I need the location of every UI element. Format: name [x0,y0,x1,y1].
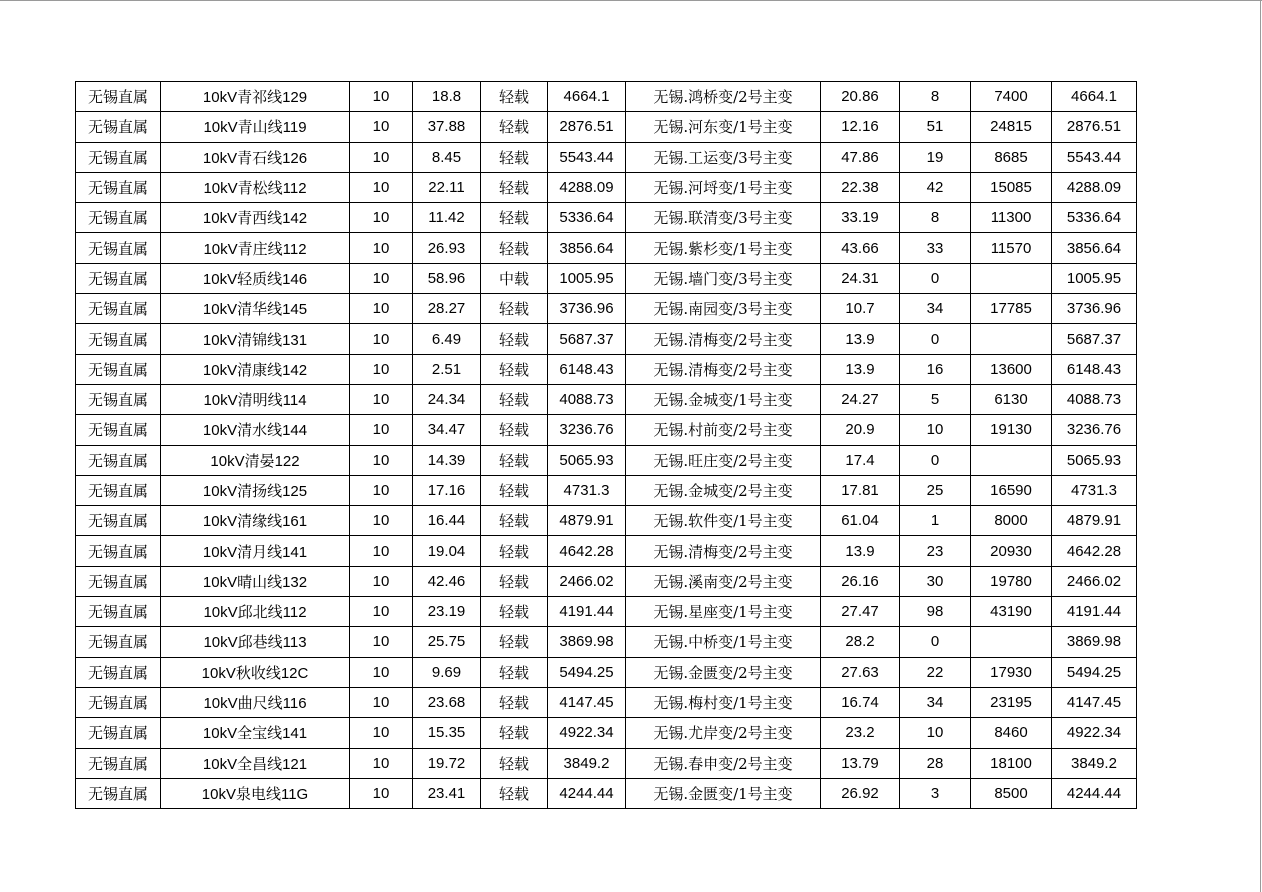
margin-cell: 4244.44 [1052,778,1137,808]
count-cell: 34 [900,294,971,324]
line-name-cell: 10kV泉电线11G [161,778,350,808]
table-row [76,263,1137,293]
capacity-cell: 2876.51 [548,112,626,142]
capacity-cell: 3736.96 [548,294,626,324]
voltage-cell: 10 [350,294,413,324]
kva-cell [971,445,1052,475]
margin-cell: 4922.34 [1052,718,1137,748]
substation-cell: 无锡.旺庄变/2号主变 [626,445,821,475]
count-cell: 8 [900,82,971,112]
substation-cell: 无锡.金城变/2号主变 [626,475,821,505]
capacity-cell: 5065.93 [548,445,626,475]
transformer-rate-cell: 13.9 [821,324,900,354]
unit-cell: 无锡直属 [76,172,161,202]
count-cell: 0 [900,324,971,354]
kva-cell: 43190 [971,597,1052,627]
count-cell: 98 [900,597,971,627]
table-row [76,475,1137,505]
substation-cell: 无锡.村前变/2号主变 [626,415,821,445]
count-cell: 1 [900,506,971,536]
capacity-cell: 4147.45 [548,687,626,717]
margin-cell: 3869.98 [1052,627,1137,657]
load-status-cell: 轻载 [481,82,548,112]
transformer-rate-cell: 43.66 [821,233,900,263]
transformer-rate-cell: 20.86 [821,82,900,112]
unit-cell: 无锡直属 [76,324,161,354]
load-rate-cell: 26.93 [413,233,481,263]
voltage-cell: 10 [350,597,413,627]
capacity-cell: 3236.76 [548,415,626,445]
line-name-cell: 10kV青山线119 [161,112,350,142]
kva-cell: 17785 [971,294,1052,324]
substation-cell: 无锡.金城变/1号主变 [626,384,821,414]
line-name-cell: 10kV清锦线131 [161,324,350,354]
line-name-cell: 10kV全宝线141 [161,718,350,748]
count-cell: 0 [900,263,971,293]
load-rate-cell: 34.47 [413,415,481,445]
substation-cell: 无锡.南园变/3号主变 [626,294,821,324]
transformer-rate-cell: 26.16 [821,566,900,596]
table-row [76,627,1137,657]
capacity-cell: 5543.44 [548,142,626,172]
unit-cell: 无锡直属 [76,566,161,596]
unit-cell: 无锡直属 [76,233,161,263]
unit-cell: 无锡直属 [76,748,161,778]
unit-cell: 无锡直属 [76,142,161,172]
margin-cell: 4147.45 [1052,687,1137,717]
unit-cell: 无锡直属 [76,82,161,112]
capacity-cell: 4731.3 [548,475,626,505]
kva-cell: 7400 [971,82,1052,112]
transformer-rate-cell: 17.4 [821,445,900,475]
transformer-rate-cell: 26.92 [821,778,900,808]
substation-cell: 无锡.清梅变/2号主变 [626,324,821,354]
line-name-cell: 10kV邱巷线113 [161,627,350,657]
load-status-cell: 轻载 [481,657,548,687]
margin-cell: 2876.51 [1052,112,1137,142]
load-status-cell: 轻载 [481,294,548,324]
voltage-cell: 10 [350,263,413,293]
table-row [76,445,1137,475]
line-name-cell: 10kV邱北线112 [161,597,350,627]
transformer-rate-cell: 12.16 [821,112,900,142]
transformer-rate-cell: 47.86 [821,142,900,172]
kva-cell: 13600 [971,354,1052,384]
line-name-cell: 10kV青西线142 [161,203,350,233]
margin-cell: 1005.95 [1052,263,1137,293]
table-row [76,142,1137,172]
kva-cell: 8460 [971,718,1052,748]
table-row [76,415,1137,445]
voltage-cell: 10 [350,627,413,657]
margin-cell: 5494.25 [1052,657,1137,687]
margin-cell: 4288.09 [1052,172,1137,202]
kva-cell: 8685 [971,142,1052,172]
line-name-cell: 10kV清华线145 [161,294,350,324]
capacity-cell: 4088.73 [548,384,626,414]
load-rate-cell: 16.44 [413,506,481,536]
count-cell: 51 [900,112,971,142]
table-row [76,294,1137,324]
line-name-cell: 10kV晴山线132 [161,566,350,596]
transformer-rate-cell: 13.79 [821,748,900,778]
count-cell: 5 [900,384,971,414]
transformer-rate-cell: 16.74 [821,687,900,717]
capacity-cell: 4642.28 [548,536,626,566]
kva-cell: 23195 [971,687,1052,717]
table-row [76,657,1137,687]
unit-cell: 无锡直属 [76,687,161,717]
transformer-rate-cell: 24.27 [821,384,900,414]
unit-cell: 无锡直属 [76,718,161,748]
count-cell: 8 [900,203,971,233]
line-name-cell: 10kV全昌线121 [161,748,350,778]
substation-cell: 无锡.尤岸变/2号主变 [626,718,821,748]
table-row [76,233,1137,263]
table-row [76,112,1137,142]
margin-cell: 5336.64 [1052,203,1137,233]
substation-cell: 无锡.中桥变/1号主变 [626,627,821,657]
load-rate-cell: 11.42 [413,203,481,233]
voltage-cell: 10 [350,82,413,112]
capacity-cell: 4244.44 [548,778,626,808]
load-status-cell: 轻载 [481,687,548,717]
page-right-border [1260,0,1261,892]
voltage-cell: 10 [350,324,413,354]
table-row [76,687,1137,717]
capacity-cell: 1005.95 [548,263,626,293]
table-row [76,778,1137,808]
kva-cell: 15085 [971,172,1052,202]
voltage-cell: 10 [350,778,413,808]
load-rate-cell: 37.88 [413,112,481,142]
voltage-cell: 10 [350,445,413,475]
line-name-cell: 10kV清水线144 [161,415,350,445]
substation-cell: 无锡.金匮变/2号主变 [626,657,821,687]
table-body [76,82,1137,809]
table-row [76,718,1137,748]
table-row [76,384,1137,414]
kva-cell: 20930 [971,536,1052,566]
table-row [76,536,1137,566]
line-name-cell: 10kV清月线141 [161,536,350,566]
capacity-cell: 3869.98 [548,627,626,657]
load-status-cell: 轻载 [481,475,548,505]
line-name-cell: 10kV清明线114 [161,384,350,414]
capacity-cell: 3849.2 [548,748,626,778]
voltage-cell: 10 [350,506,413,536]
load-rate-cell: 14.39 [413,445,481,475]
load-status-cell: 轻载 [481,536,548,566]
voltage-cell: 10 [350,657,413,687]
count-cell: 19 [900,142,971,172]
count-cell: 42 [900,172,971,202]
unit-cell: 无锡直属 [76,506,161,536]
kva-cell [971,263,1052,293]
load-rate-cell: 58.96 [413,263,481,293]
table-row [76,354,1137,384]
kva-cell: 19780 [971,566,1052,596]
kva-cell: 19130 [971,415,1052,445]
line-name-cell: 10kV轻质线146 [161,263,350,293]
load-rate-cell: 6.49 [413,324,481,354]
margin-cell: 4088.73 [1052,384,1137,414]
unit-cell: 无锡直属 [76,263,161,293]
substation-cell: 无锡.星座变/1号主变 [626,597,821,627]
transformer-rate-cell: 20.9 [821,415,900,445]
kva-cell: 11570 [971,233,1052,263]
margin-cell: 5687.37 [1052,324,1137,354]
load-status-cell: 轻载 [481,112,548,142]
load-rate-cell: 25.75 [413,627,481,657]
page-top-border [0,0,1262,1]
line-name-cell: 10kV青庄线112 [161,233,350,263]
capacity-cell: 4288.09 [548,172,626,202]
count-cell: 22 [900,657,971,687]
line-name-cell: 10kV清缘线161 [161,506,350,536]
load-status-cell: 中载 [481,263,548,293]
load-status-cell: 轻载 [481,415,548,445]
margin-cell: 4664.1 [1052,82,1137,112]
unit-cell: 无锡直属 [76,354,161,384]
table-row [76,748,1137,778]
load-rate-cell: 9.69 [413,657,481,687]
kva-cell: 8000 [971,506,1052,536]
load-status-cell: 轻载 [481,718,548,748]
load-status-cell: 轻载 [481,566,548,596]
transformer-rate-cell: 27.47 [821,597,900,627]
line-name-cell: 10kV清康线142 [161,354,350,384]
kva-cell: 6130 [971,384,1052,414]
load-rate-cell: 15.35 [413,718,481,748]
margin-cell: 2466.02 [1052,566,1137,596]
voltage-cell: 10 [350,475,413,505]
line-name-cell: 10kV青祁线129 [161,82,350,112]
unit-cell: 无锡直属 [76,445,161,475]
unit-cell: 无锡直属 [76,384,161,414]
load-rate-cell: 23.19 [413,597,481,627]
kva-cell: 17930 [971,657,1052,687]
table-row [76,597,1137,627]
capacity-cell: 4664.1 [548,82,626,112]
transformer-rate-cell: 13.9 [821,536,900,566]
transformer-rate-cell: 13.9 [821,354,900,384]
load-status-cell: 轻载 [481,354,548,384]
kva-cell [971,627,1052,657]
substation-cell: 无锡.墙门变/3号主变 [626,263,821,293]
substation-cell: 无锡.紫杉变/1号主变 [626,233,821,263]
substation-cell: 无锡.梅村变/1号主变 [626,687,821,717]
load-rate-cell: 19.04 [413,536,481,566]
kva-cell [971,324,1052,354]
kva-cell: 18100 [971,748,1052,778]
load-rate-cell: 42.46 [413,566,481,596]
kva-cell: 11300 [971,203,1052,233]
voltage-cell: 10 [350,687,413,717]
transformer-rate-cell: 10.7 [821,294,900,324]
unit-cell: 无锡直属 [76,475,161,505]
transformer-rate-cell: 27.63 [821,657,900,687]
margin-cell: 3236.76 [1052,415,1137,445]
voltage-cell: 10 [350,172,413,202]
transformer-rate-cell: 61.04 [821,506,900,536]
line-name-cell: 10kV青石线126 [161,142,350,172]
capacity-cell: 3856.64 [548,233,626,263]
unit-cell: 无锡直属 [76,415,161,445]
voltage-cell: 10 [350,384,413,414]
count-cell: 25 [900,475,971,505]
substation-cell: 无锡.工运变/3号主变 [626,142,821,172]
voltage-cell: 10 [350,748,413,778]
voltage-cell: 10 [350,415,413,445]
unit-cell: 无锡直属 [76,203,161,233]
capacity-cell: 6148.43 [548,354,626,384]
load-rate-cell: 23.41 [413,778,481,808]
count-cell: 34 [900,687,971,717]
unit-cell: 无锡直属 [76,112,161,142]
table-row [76,566,1137,596]
load-status-cell: 轻载 [481,384,548,414]
capacity-cell: 2466.02 [548,566,626,596]
load-status-cell: 轻载 [481,172,548,202]
load-status-cell: 轻载 [481,597,548,627]
load-rate-cell: 8.45 [413,142,481,172]
load-status-cell: 轻载 [481,142,548,172]
voltage-cell: 10 [350,354,413,384]
load-status-cell: 轻载 [481,203,548,233]
substation-cell: 无锡.联清变/3号主变 [626,203,821,233]
load-rate-cell: 18.8 [413,82,481,112]
count-cell: 0 [900,445,971,475]
capacity-cell: 4191.44 [548,597,626,627]
transformer-rate-cell: 22.38 [821,172,900,202]
load-rate-cell: 2.51 [413,354,481,384]
substation-cell: 无锡.鸿桥变/2号主变 [626,82,821,112]
unit-cell: 无锡直属 [76,536,161,566]
margin-cell: 4731.3 [1052,475,1137,505]
load-status-cell: 轻载 [481,748,548,778]
kva-cell: 16590 [971,475,1052,505]
table-row [76,506,1137,536]
count-cell: 28 [900,748,971,778]
kva-cell: 24815 [971,112,1052,142]
voltage-cell: 10 [350,203,413,233]
transformer-rate-cell: 24.31 [821,263,900,293]
substation-cell: 无锡.河东变/1号主变 [626,112,821,142]
voltage-cell: 10 [350,142,413,172]
count-cell: 10 [900,718,971,748]
voltage-cell: 10 [350,536,413,566]
margin-cell: 3849.2 [1052,748,1137,778]
margin-cell: 3736.96 [1052,294,1137,324]
load-rate-cell: 28.27 [413,294,481,324]
substation-cell: 无锡.河埒变/1号主变 [626,172,821,202]
margin-cell: 3856.64 [1052,233,1137,263]
unit-cell: 无锡直属 [76,294,161,324]
substation-cell: 无锡.金匮变/1号主变 [626,778,821,808]
load-rate-cell: 17.16 [413,475,481,505]
substation-cell: 无锡.软件变/1号主变 [626,506,821,536]
margin-cell: 6148.43 [1052,354,1137,384]
load-status-cell: 轻载 [481,324,548,354]
voltage-cell: 10 [350,112,413,142]
count-cell: 10 [900,415,971,445]
margin-cell: 4879.91 [1052,506,1137,536]
margin-cell: 4642.28 [1052,536,1137,566]
count-cell: 3 [900,778,971,808]
table-row [76,203,1137,233]
transformer-rate-cell: 17.81 [821,475,900,505]
transformer-rate-cell: 28.2 [821,627,900,657]
unit-cell: 无锡直属 [76,778,161,808]
load-rate-cell: 24.34 [413,384,481,414]
unit-cell: 无锡直属 [76,657,161,687]
load-status-cell: 轻载 [481,233,548,263]
kva-cell: 8500 [971,778,1052,808]
substation-cell: 无锡.清梅变/2号主变 [626,536,821,566]
line-name-cell: 10kV秋收线12C [161,657,350,687]
count-cell: 16 [900,354,971,384]
table-row [76,324,1137,354]
load-rate-cell: 23.68 [413,687,481,717]
capacity-cell: 5687.37 [548,324,626,354]
margin-cell: 5065.93 [1052,445,1137,475]
line-name-cell: 10kV青松线112 [161,172,350,202]
load-rate-cell: 19.72 [413,748,481,778]
capacity-cell: 4879.91 [548,506,626,536]
load-status-cell: 轻载 [481,445,548,475]
load-status-cell: 轻载 [481,627,548,657]
capacity-cell: 5494.25 [548,657,626,687]
margin-cell: 4191.44 [1052,597,1137,627]
margin-cell: 5543.44 [1052,142,1137,172]
voltage-cell: 10 [350,233,413,263]
substation-cell: 无锡.清梅变/2号主变 [626,354,821,384]
count-cell: 33 [900,233,971,263]
transformer-rate-cell: 33.19 [821,203,900,233]
load-status-cell: 轻载 [481,506,548,536]
table-row [76,82,1137,112]
count-cell: 30 [900,566,971,596]
table-row [76,172,1137,202]
transformer-rate-cell: 23.2 [821,718,900,748]
load-rate-cell: 22.11 [413,172,481,202]
data-table [75,81,1137,809]
line-name-cell: 10kV曲尺线116 [161,687,350,717]
count-cell: 23 [900,536,971,566]
load-status-cell: 轻载 [481,778,548,808]
line-name-cell: 10kV清扬线125 [161,475,350,505]
substation-cell: 无锡.春申变/2号主变 [626,748,821,778]
unit-cell: 无锡直属 [76,627,161,657]
capacity-cell: 4922.34 [548,718,626,748]
line-name-cell: 10kV清晏122 [161,445,350,475]
substation-cell: 无锡.溪南变/2号主变 [626,566,821,596]
count-cell: 0 [900,627,971,657]
capacity-cell: 5336.64 [548,203,626,233]
unit-cell: 无锡直属 [76,597,161,627]
voltage-cell: 10 [350,718,413,748]
voltage-cell: 10 [350,566,413,596]
